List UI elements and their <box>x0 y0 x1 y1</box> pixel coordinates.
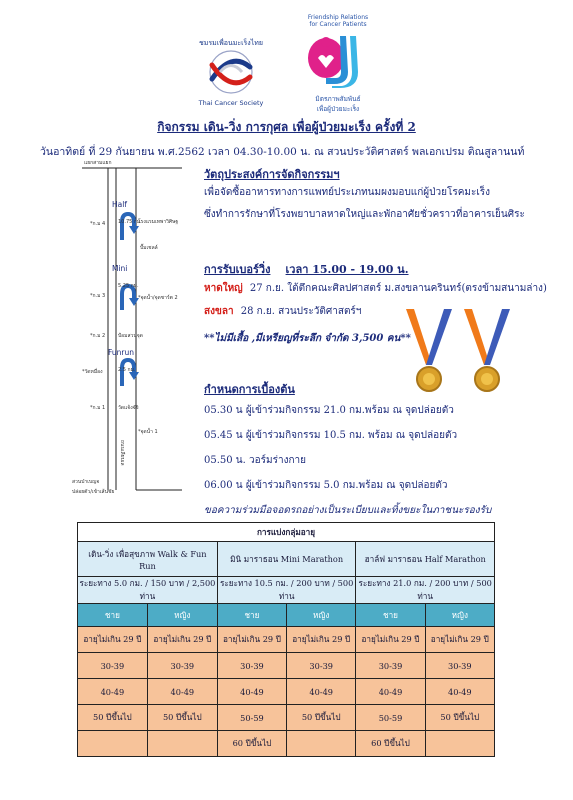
left-org-thai-name: ชมรมเพื่อนมะเร็งไทย <box>199 39 263 47</box>
event-date-venue: วันอาทิตย์ ที่ 29 กันยายน พ.ศ.2562 เวลา 04.30-10.00 น. ณ สวนประวัติศาสตร์ พลเอกเปรม ติณสูลานนท์ <box>40 146 525 158</box>
table-row <box>78 679 495 705</box>
map-park: สวนป่าเบญจ <box>72 479 100 485</box>
map-water-2: *จุดน้ำ/จุดชาร์ต 2 <box>138 295 178 301</box>
bib-songkhla-text: 28 ก.ย. สวนประวัติศาสตร์ฯ <box>240 306 362 317</box>
age-cell <box>78 731 148 757</box>
category-half-marathon: ฮาล์ฟ มาราธอน Half Marathon <box>356 542 495 577</box>
table-row <box>78 731 495 757</box>
age-cell: 40-49 <box>425 679 494 705</box>
map-start-finish: ปล่อยตัว/เข้าเส้นชัย <box>72 489 115 495</box>
right-org-thai-line2: เพื่อผู้ป่วยมะเร็ง <box>316 105 360 113</box>
category-walk-fun-run: เดิน-วิ่ง เพื่อสุขภาพ Walk & Fun Run <box>78 542 218 577</box>
age-cell: 30-39 <box>147 653 217 679</box>
medal-images <box>402 305 514 397</box>
bib-hatyai <box>204 281 547 296</box>
age-cell: อายุไม่เกิน 29 ปี <box>287 627 356 653</box>
table-distance-row <box>78 577 495 604</box>
medal-icon <box>464 309 510 391</box>
age-cell: 50 ปีขึ้นไป <box>425 705 494 731</box>
age-cell: 30-39 <box>425 653 494 679</box>
table-title: การแบ่งกลุ่มอายุ <box>78 523 495 542</box>
age-cell <box>425 731 494 757</box>
map-funrun-label: Funrun <box>108 348 135 357</box>
age-cell: 60 ปีขึ้นไป <box>356 731 425 757</box>
age-cell: 30-39 <box>356 653 425 679</box>
map-half-label: Half <box>112 200 127 209</box>
gender-male: ชาย <box>78 604 148 627</box>
gender-male: ชาย <box>356 604 425 627</box>
map-water-1: *จุดน้ำ 1 <box>138 429 158 435</box>
table-row <box>78 705 495 731</box>
event-title: กิจกรรม เดิน-วิ่ง การกุศล เพื่อผู้ป่วยมะเร็ง ครั้งที่ 2 <box>157 120 416 134</box>
thai-cancer-society-logo <box>190 38 272 108</box>
schedule-item: 05.45 น ผู้เข้าร่วมกิจกรรม 10.5 กม. พร้อม ณ จุดปล่อยตัว <box>204 430 458 441</box>
map-temple: วัดแจ้งจัยิ <box>118 405 139 411</box>
left-org-en-name: Thai Cancer Society <box>198 99 264 107</box>
age-cell: 30-39 <box>217 653 286 679</box>
map-funrun-landmark: *วัดหมื่อง <box>82 369 103 375</box>
objective-line-1: เพื่อจัดซื้ออาหารทางการแพทย์ประเภทนมผงมอบแก่ผู้ป่วยโรคมะเร็ง <box>204 187 491 198</box>
gender-female: หญิง <box>147 604 217 627</box>
bib-hatyai-label: หาดใหญ่ <box>204 283 243 294</box>
age-cell: 60 ปีขึ้นไป <box>217 731 286 757</box>
right-org-en-line2: for Cancer Patients <box>309 21 367 28</box>
bib-heading: การรับเบอร์วิ่ง <box>204 263 271 276</box>
distance-half-marathon: ระยะทาง 21.0 กม. / 200 บาท / 500 ท่าน <box>356 577 495 604</box>
age-cell: 40-49 <box>356 679 425 705</box>
age-cell: 40-49 <box>217 679 286 705</box>
schedule-item: 05.30 น ผู้เข้าร่วมกิจกรรม 21.0 กม.พร้อม ณ จุดปล่อยตัว <box>204 405 454 416</box>
medal-icon <box>406 309 452 391</box>
age-group-table <box>77 522 495 757</box>
objective-line-2: ซึ่งทำการรักษาที่โรงพยาบาลหาดใหญ่และพักอาศัยชั่วคราวที่อาคารเย็นศิระ <box>204 209 525 220</box>
gender-male: ชาย <box>217 604 286 627</box>
friendship-relations-logo <box>296 14 380 112</box>
gender-female: หญิง <box>425 604 494 627</box>
bib-songkhla-label: สงขลา <box>204 306 234 317</box>
right-org-thai-line1: มิตรภาพสัมพันธ์ <box>315 95 361 103</box>
map-bridge: ป้อมสวนจุด <box>118 333 143 339</box>
schedule-item: 06.00 น ผู้เข้าร่วมกิจกรรม 5.0 กม.พร้อม ณ จุดปล่อยตัว <box>204 480 448 491</box>
map-mini-label: Mini <box>112 264 128 273</box>
age-cell: 40-49 <box>287 679 356 705</box>
route-map <box>72 160 192 515</box>
map-half-distance: 10.75 กม. <box>118 219 142 225</box>
bib-songkhla <box>204 304 361 319</box>
age-cell: 30-39 <box>78 653 148 679</box>
bib-pickup-header <box>204 258 409 278</box>
map-km2: *ก.ม 2 <box>90 333 106 339</box>
bib-note: **ไม่มีเสื้อ ,มีเหรียญที่ระลึก จำกัด 3,500 คน** <box>204 333 411 344</box>
age-cell: อายุไม่เกิน 29 ปี <box>78 627 148 653</box>
bib-time: เวลา 15.00 - 19.00 น. <box>285 263 409 276</box>
map-half-landmark: โรงแรมเทพาวิศิษฐ <box>138 219 179 225</box>
bib-hatyai-text: 27 ก.ย. ใต้ตึกคณะศิลปศาสตร์ ม.สงขลานครินทร์(ตรงข้ามสนามล่าง) <box>249 283 547 294</box>
age-cell: 50 ปีขึ้นไป <box>147 705 217 731</box>
age-cell: 50 ปีขึ้นไป <box>78 705 148 731</box>
map-km4: *ก.ม 4 <box>90 221 106 227</box>
map-km3: *ก.ม 3 <box>90 293 106 299</box>
table-header-row <box>78 523 495 542</box>
age-cell: 50 ปีขึ้นไป <box>287 705 356 731</box>
hands-heart-icon <box>296 28 380 90</box>
map-top-junction: แยกสามแยก <box>84 160 112 166</box>
age-cell: อายุไม่เกิน 29 ปี <box>356 627 425 653</box>
table-category-row <box>78 542 495 577</box>
map-pump: ปั๊มเชลล์ <box>140 245 158 251</box>
age-cell <box>287 731 356 757</box>
age-cell: 40-49 <box>78 679 148 705</box>
category-mini-marathon: มินิ มาราธอน Mini Marathon <box>217 542 356 577</box>
age-cell <box>147 731 217 757</box>
schedule-heading: กำหนดการเบื้องต้น <box>204 383 295 396</box>
age-cell: อายุไม่เกิน 29 ปี <box>217 627 286 653</box>
schedule-item: 05.50 น. วอร์มร่างกาย <box>204 455 306 466</box>
distance-mini-marathon: ระยะทาง 10.5 กม. / 200 บาท / 500 ท่าน <box>217 577 356 604</box>
age-cell: 40-49 <box>147 679 217 705</box>
map-funrun-distance: 2.5 กม. <box>118 367 136 373</box>
age-cell: 50-59 <box>217 705 286 731</box>
map-km1: *ก.ม 1 <box>90 405 106 411</box>
age-cell: 30-39 <box>287 653 356 679</box>
table-row <box>78 653 495 679</box>
map-mini-distance: 5.25 กม. <box>118 283 139 289</box>
age-cell: 50-59 <box>356 705 425 731</box>
table-row <box>78 627 495 653</box>
age-cell: อายุไม่เกิน 29 ปี <box>147 627 217 653</box>
ribbon-icon <box>190 49 272 95</box>
distance-walk-fun-run: ระยะทาง 5.0 กม. / 150 บาท / 2,500 ท่าน <box>78 577 218 604</box>
map-road-label: ถนนเลียบเล <box>119 440 125 466</box>
schedule-closing-note: ขอความร่วมมือจอดรถอย่างเป็นระเบียบและทิ้งขยะในภาชนะรองรับ <box>204 505 492 516</box>
age-cell: อายุไม่เกิน 29 ปี <box>425 627 494 653</box>
objective-heading: วัตถุประสงค์การจัดกิจกรรมฯ <box>204 168 340 181</box>
table-gender-row <box>78 604 495 627</box>
right-org-en-line1: Friendship Relations <box>307 14 369 21</box>
gender-female: หญิง <box>287 604 356 627</box>
